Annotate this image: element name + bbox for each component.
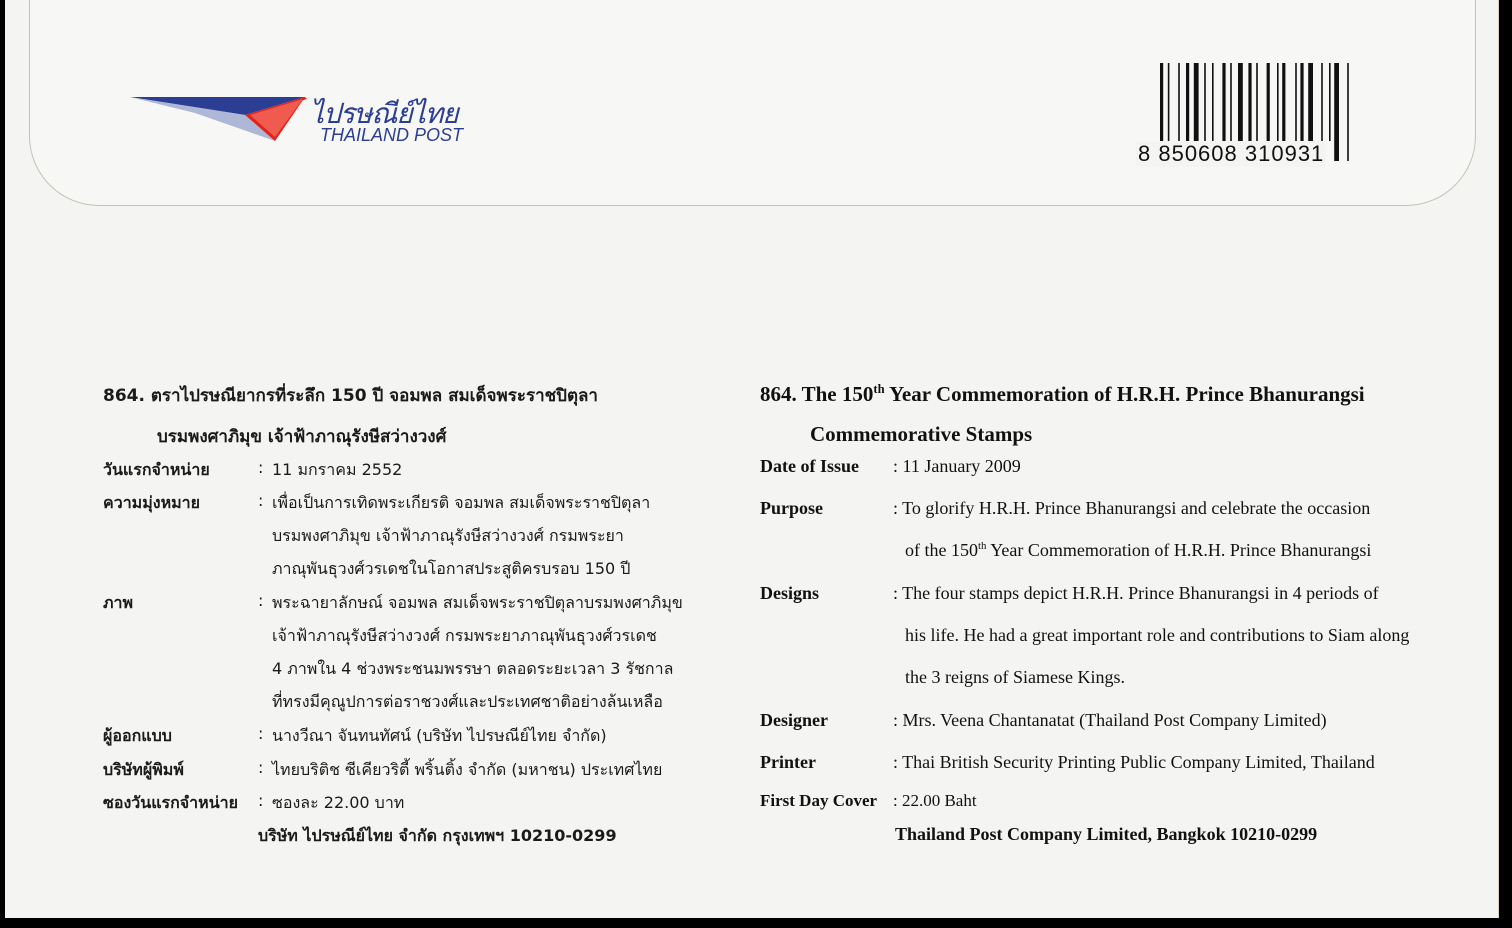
english-title-sup: th: [873, 382, 885, 396]
barcode-bar: [1238, 63, 1243, 141]
barcode-bar: [1329, 63, 1331, 141]
logo-english-text: THAILAND POST: [320, 125, 464, 145]
english-date-value: : 11 January 2009: [893, 456, 1021, 476]
english-purpose-line1: : To glorify H.R.H. Prince Bhanurangsi and celebrate the occasion: [893, 498, 1371, 518]
thai-colon: :: [258, 491, 264, 510]
thai-label-picture: ภาพ: [103, 593, 134, 612]
barcode-bar: [1282, 63, 1285, 141]
english-label-fdc: First Day Cover: [760, 791, 878, 810]
english-label-date: Date of Issue: [760, 456, 859, 476]
thai-colon: :: [258, 591, 264, 610]
english-fdc-value: : 22.00 Baht: [893, 791, 977, 810]
english-purpose-line2: [905, 540, 1371, 561]
thai-title-line1: 864. ตราไปรษณียากรที่ระลึก 150 ปี จอมพล สมเด็จพระราชปิตุลา: [103, 386, 598, 406]
barcode-bar: [1347, 63, 1349, 161]
barcode-bar: [1334, 63, 1339, 161]
barcode-number: 8 850608 310931: [1138, 141, 1325, 166]
thai-purpose-line: บรมพงศาภิมุข เจ้าฟ้าภาณุรังษีสว่างวงศ์ กรมพระยา: [272, 526, 624, 545]
english-label-printer: Printer: [760, 752, 816, 772]
thai-label-issue-date: วันแรกจำหน่าย: [103, 460, 210, 479]
barcode-bar: [1295, 63, 1297, 141]
thai-label-printer: บริษัทผู้พิมพ์: [103, 760, 184, 779]
thai-label-fdc: ซองวันแรกจำหน่าย: [103, 793, 238, 812]
thai-colon: :: [258, 724, 264, 743]
barcode-bar: [1194, 63, 1199, 141]
english-purpose-rest: Year Commemoration of H.R.H. Prince Bhanurangsi: [986, 540, 1372, 560]
english-title-line1: [760, 382, 1365, 407]
thai-colon: :: [258, 458, 264, 477]
barcode-bar: [1277, 63, 1279, 141]
barcode-bar: [1178, 63, 1180, 141]
logo-thai-text: ไปรษณีย์ไทย: [310, 97, 458, 130]
thai-picture-line: พระฉายาลักษณ์ จอมพล สมเด็จพระราชปิตุลาบรมพงศาภิมุข: [272, 593, 683, 612]
thai-label-designer: ผู้ออกแบบ: [103, 726, 172, 745]
barcode-bar: [1230, 63, 1232, 141]
barcode-bar: [1321, 63, 1323, 141]
thai-purpose-line: เพื่อเป็นการเทิดพระเกียรติ จอมพล สมเด็จพระราชปิตุลา: [272, 493, 651, 512]
barcode-bar: [1300, 63, 1303, 141]
english-designs-line1: : The four stamps depict H.R.H. Prince Bhanurangsi in 4 periods of: [893, 583, 1379, 603]
barcode-bar: [1186, 63, 1189, 141]
thai-title-line2: บรมพงศาภิมุข เจ้าฟ้าภาณุรังษีสว่างวงศ์: [157, 427, 447, 447]
thai-footer: บริษัท ไปรษณีย์ไทย จำกัด กรุงเทพฯ 10210-0299: [258, 826, 617, 845]
thai-fdc-price: ซองละ 22.00 บาท: [272, 793, 405, 812]
thai-printer: ไทยบริติช ซีเคียวริตี้ พริ้นติ้ง จำกัด (มหาชน) ประเทศไทย: [272, 760, 663, 779]
english-designer-value: : Mrs. Veena Chantanatat (Thailand Post Company Limited): [893, 710, 1327, 730]
thai-designer: นางวีณา จันทนทัศน์ (บริษัท ไปรษณีย์ไทย จำกัด): [272, 726, 607, 745]
barcode-bar: [1212, 63, 1214, 141]
english-purpose-sup: th: [977, 540, 987, 552]
thai-picture-line: ที่ทรงมีคุณูปการต่อราชวงศ์และประเทศชาติอย่างล้นเหลือ: [272, 692, 663, 711]
english-label-designer: Designer: [760, 710, 828, 730]
thai-purpose-line: ภาณุพันธุวงศ์วรเดชในโอกาสประสูติครบรอบ 150 ปี: [272, 559, 631, 578]
english-purpose-prefix: of the 150: [905, 540, 978, 560]
thai-label-purpose: ความมุ่งหมาย: [103, 493, 201, 512]
english-title-rest: Year Commemoration of H.R.H. Prince Bhanurangsi: [884, 382, 1365, 406]
barcode-bar: [1308, 63, 1313, 141]
thai-colon: :: [258, 758, 264, 777]
english-printer-value: : Thai British Security Printing Public Company Limited, Thailand: [893, 752, 1375, 772]
barcode-bar: [1204, 63, 1206, 141]
thai-picture-line: 4 ภาพใน 4 ช่วงพระชนมพรรษา ตลอดระยะเวลา 3 รัชกาล: [272, 659, 674, 678]
english-designs-line3: the 3 reigns of Siamese Kings.: [905, 667, 1125, 687]
thai-issue-date: 11 มกราคม 2552: [272, 460, 403, 479]
thai-picture-line: เจ้าฟ้าภาณุรังษีสว่างวงศ์ กรมพระยาภาณุพันธุวงศ์วรเดช: [272, 626, 657, 645]
english-label-purpose: Purpose: [760, 498, 823, 518]
english-title-line2: Commemorative Stamps: [810, 422, 1033, 446]
english-designs-line2: his life. He had a great important role and contributions to Siam along: [905, 625, 1410, 645]
barcode-bar: [1222, 63, 1225, 141]
barcode-bar: [1248, 63, 1251, 141]
english-label-designs: Designs: [760, 583, 820, 603]
english-title-prefix: 864. The 150: [760, 382, 874, 406]
english-footer: Thailand Post Company Limited, Bangkok 10210-0299: [895, 824, 1318, 844]
thai-colon: :: [258, 791, 264, 810]
